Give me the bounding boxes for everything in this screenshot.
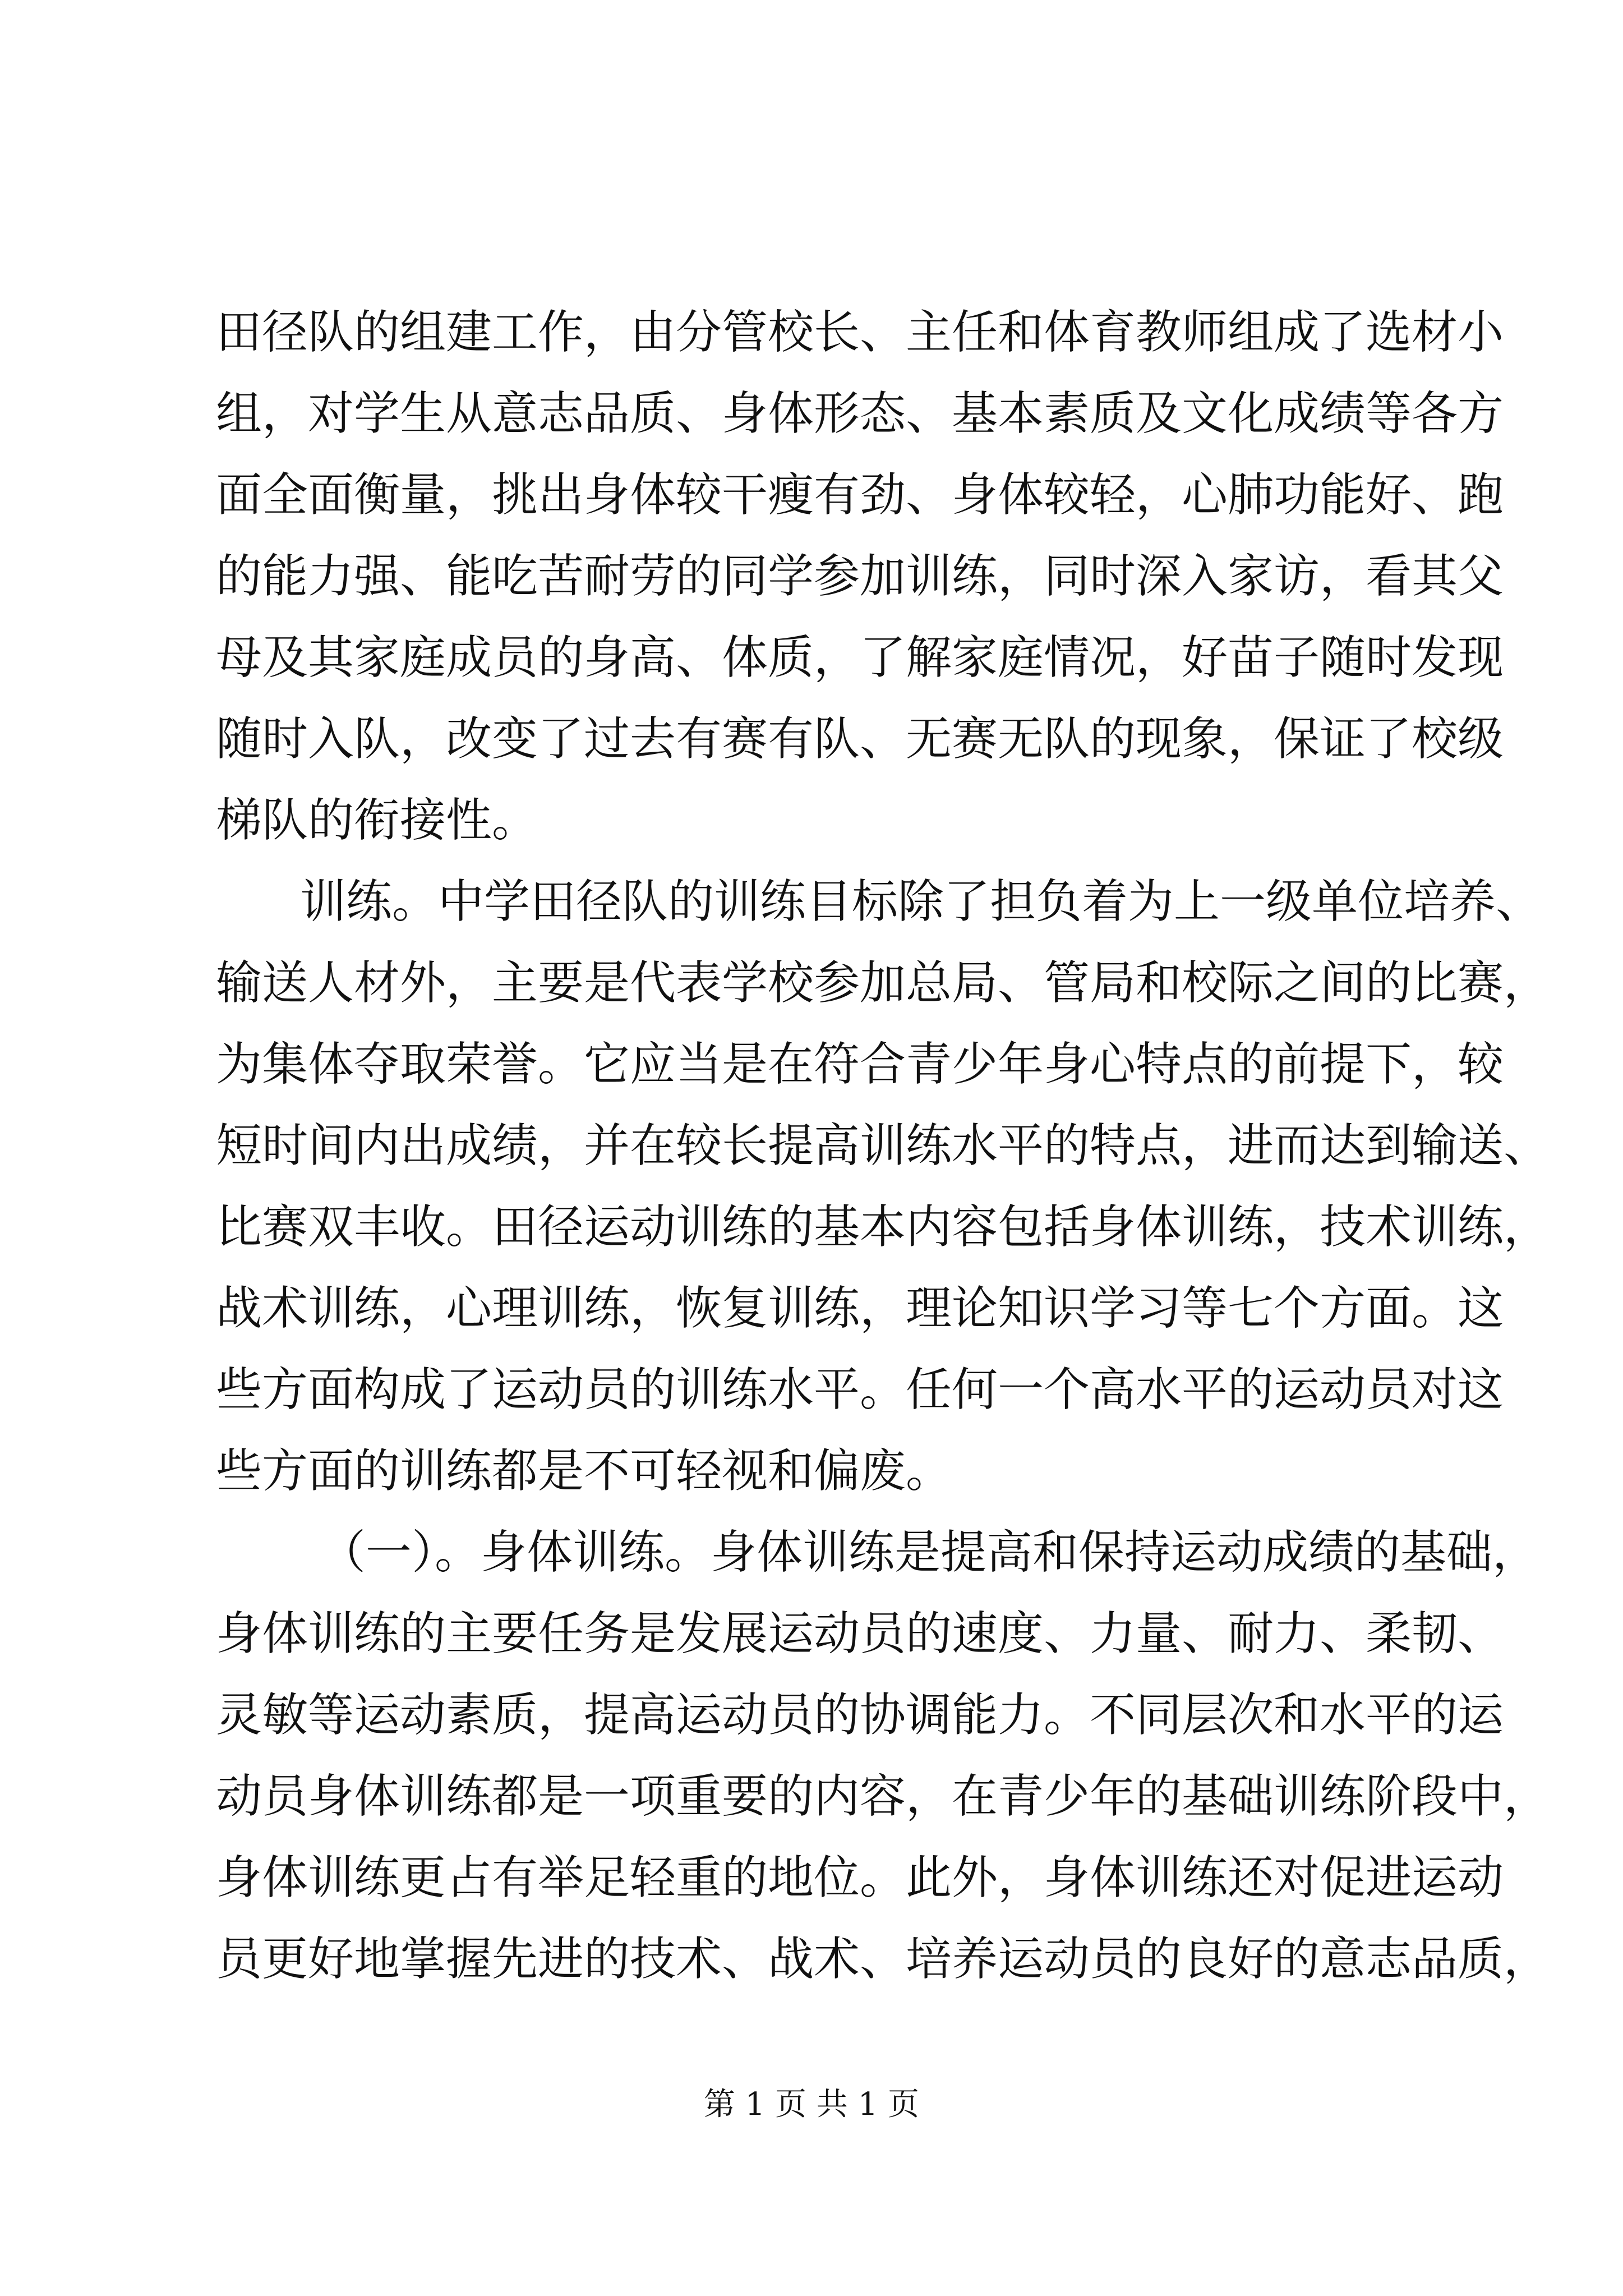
text-line: 比赛双丰收。田径运动训练的基本内容包括身体训练，技术训练， [216,1200,1550,1254]
text-line: 梯队的衔接性。 [216,794,538,847]
text-line: 为集体夺取荣誉。它应当是在符合青少年身心特点的前提下，较 [216,1038,1504,1091]
text-line: 些方面构成了运动员的训练水平。任何一个高水平的运动员对这 [216,1363,1504,1416]
text-line: 短时间内出成绩，并在较长提高训练水平的特点，进而达到输送、 [216,1119,1550,1172]
paragraph-first-line: 训练。中学田径队的训练目标除了担负着为上一级单位培养、 [300,875,1542,928]
text-line: 身体训练更占有举足轻重的地位。此外，身体训练还对促进运动 [216,1851,1504,1904]
text-line: 动员身体训练都是一项重要的内容，在青少年的基础训练阶段中， [216,1770,1550,1823]
text-line: 身体训练的主要任务是发展运动员的速度、力量、耐力、柔韧、 [216,1607,1504,1660]
text-line: 战术训练，心理训练，恢复训练，理论知识学习等七个方面。这 [216,1282,1504,1335]
text-line: 田径队的组建工作，由分管校长、主任和体育教师组成了选材小 [216,306,1504,359]
text-line: 些方面的训练都是不可轻视和偏废。 [216,1444,952,1498]
text-line: 员更好地掌握先进的技术、战术、培养运动员的良好的意志品质， [216,1932,1550,1986]
page-number: 第 1 页 共 1 页 [703,2086,920,2123]
text-line: 面全面衡量，挑出身体较干瘦有劲、身体较轻，心肺功能好、跑 [216,468,1504,522]
text-line: 输送人材外，主要是代表学校参加总局、管局和校际之间的比赛， [216,956,1550,1010]
text-line: 组，对学生从意志品质、身体形态、基本素质及文化成绩等各方 [216,387,1504,440]
text-line: 母及其家庭成员的身高、体质，了解家庭情况，好苗子随时发现 [216,631,1504,684]
text-line: 灵敏等运动素质，提高运动员的协调能力。不同层次和水平的运 [216,1688,1504,1742]
text-line: 的能力强、能吃苦耐劳的同学参加训练，同时深入家访，看其父 [216,550,1504,603]
page-footer [0,2082,1623,2127]
text-line: 随时入队，改变了过去有赛有队、无赛无队的现象，保证了校级 [216,712,1504,766]
paragraph-first-line: （一）。身体训练。身体训练是提高和保持运动成绩的基础， [320,1526,1539,1579]
document-body [216,292,1550,2000]
